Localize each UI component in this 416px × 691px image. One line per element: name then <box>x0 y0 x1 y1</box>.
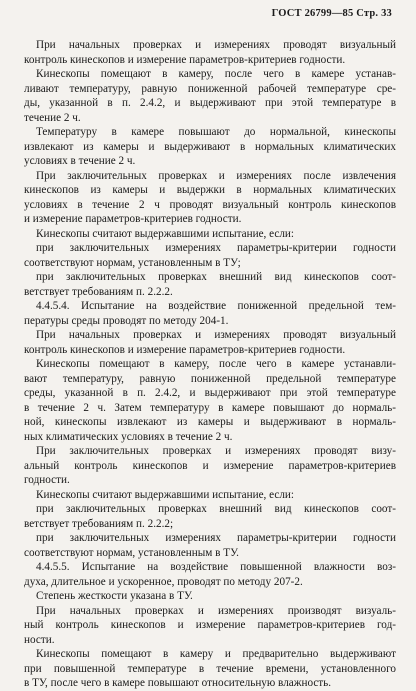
page-number: Стр. 33 <box>356 8 392 19</box>
body-text <box>24 38 396 691</box>
text-line: при повышенной температуре в течение времени, установленного <box>24 662 396 675</box>
text-line: при заключительных проверках внешний вид кинескопов соот- <box>36 271 396 283</box>
paragraph <box>24 241 396 270</box>
text-line: Кинескопы помещают в камеру, после чего в камере устанав- <box>36 68 396 80</box>
text-line: Кинескопы считают выдержавшими испытание, если: <box>36 227 295 240</box>
text-line: ности. <box>24 633 55 646</box>
paragraph <box>24 488 396 503</box>
paragraph <box>24 502 396 531</box>
text-line: контроль кинескопов и измерение параметров-критериев годности. <box>24 343 346 356</box>
text-line: ный контроль кинескопов и измерение параметров-критериев год- <box>24 619 396 631</box>
text-line: Степень жесткости указана в ТУ. <box>36 590 193 602</box>
text-line: При начальных проверках и измерениях производят визуаль- <box>36 604 396 617</box>
paragraph <box>24 589 396 604</box>
text-line: течение 2 ч. <box>24 111 81 124</box>
text-line: ливают температуру, равную пониженной рабочей температуре сре- <box>24 82 396 95</box>
paragraph <box>24 560 396 589</box>
text-line: контроль кинескопов и измерение параметров-критериев годности. <box>24 53 346 66</box>
text-line: при заключительных измерениях параметры-критерии годности <box>36 242 396 254</box>
text-line: ветствует требованиям п. 2.2.2; <box>24 517 174 530</box>
text-line: соответствуют нормам, установленным в ТУ. <box>24 546 239 559</box>
text-line: ды, указанной в п. 2.4.2, и выдерживают при этой температуре в <box>24 97 396 109</box>
paragraph <box>24 531 396 560</box>
standard-number: ГОСТ 26799—85 <box>271 8 354 19</box>
text-line: вают температуру, равную пониженной предельной температуре <box>24 372 396 385</box>
text-line: в ТУ, после чего в камере повышают относительную влажность. <box>24 677 332 689</box>
paragraph <box>24 604 396 648</box>
paragraph <box>24 647 396 691</box>
text-line: Кинескопы считают выдержавшими испытание, если: <box>36 488 295 501</box>
text-line: альный контроль кинескопов и измерение параметров-критериев <box>24 459 396 472</box>
text-line: соответствуют нормам, установленным в ТУ; <box>24 256 241 269</box>
text-line: пературы среды проводят по методу 204-1. <box>24 314 229 327</box>
text-line: ветствует требованиям п. 2.2.2. <box>24 285 173 298</box>
page-header <box>272 8 392 19</box>
text-line: при заключительных измерениях параметры-критерии годности <box>36 532 396 544</box>
text-line: При начальных проверках и измерениях проводят визуальный <box>36 39 396 51</box>
text-line: ной, кинескопы извлекают из камеры и выдерживают в нормаль- <box>24 416 396 428</box>
text-line: в течение 2 ч. Затем температуру в камере повышают до нормаль- <box>24 401 396 414</box>
paragraph <box>24 444 396 488</box>
text-line: духа, длительное и ускоренное, проводят по методу 207-2. <box>24 575 303 588</box>
text-line: при заключительных проверках внешний вид кинескопов соот- <box>36 503 396 515</box>
text-line: ных климатических условиях в течение 2 ч. <box>24 430 233 443</box>
text-line: 4.4.5.4. Испытание на воздействие пониженной предельной тем- <box>36 300 396 312</box>
paragraph <box>24 67 396 125</box>
text-line: извлекают из камеры и выдерживают в нормальных климатических <box>24 140 396 153</box>
paragraph <box>24 328 396 357</box>
text-line: При заключительных проверках и измерениях проводят визу- <box>36 445 396 457</box>
text-line: При начальных проверках и измерениях проводят визуальный <box>36 329 396 341</box>
text-line: При заключительных проверках и измерениях после извлечения <box>36 169 396 182</box>
paragraph <box>24 270 396 299</box>
text-line: Кинескопы помещают в камеру, после чего в камере устанавли- <box>36 358 396 370</box>
text-line: и измерение параметров-критериев годности. <box>24 213 242 225</box>
text-line: кинескопов из камеры и выдержки в нормальных климатических <box>24 184 396 196</box>
text-line: условиях в течение 2 ч проводят визуальный контроль кинескопов <box>24 198 396 211</box>
paragraph <box>24 357 396 444</box>
paragraph <box>24 169 396 227</box>
paragraph <box>24 227 396 242</box>
text-line: среды, указанной в п. 2.4.2, и выдерживают при этой температуре <box>24 387 396 399</box>
text-line: 4.4.5.5. Испытание на воздействие повышенной влажности воз- <box>36 561 396 573</box>
paragraph <box>24 38 396 67</box>
text-line: Кинескопы помещают в камеру и предварительно выдерживают <box>36 648 396 660</box>
text-line: Температуру в камере повышают до нормальной, кинескопы <box>36 126 396 138</box>
text-line: годности. <box>24 474 70 486</box>
paragraph <box>24 125 396 169</box>
paragraph <box>24 299 396 328</box>
text-line: условиях в течение 2 ч. <box>24 155 136 167</box>
